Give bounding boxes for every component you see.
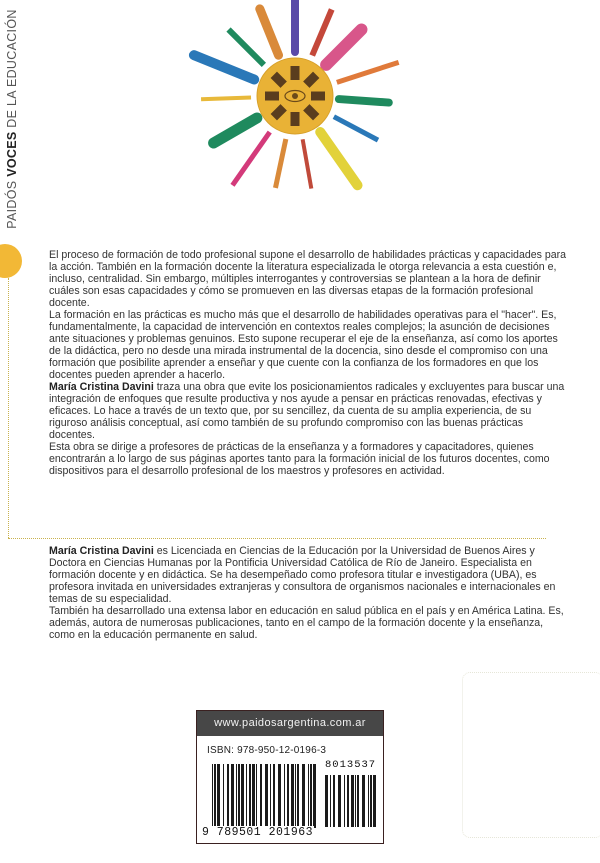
barcode-bar <box>295 764 296 828</box>
barcode-bar <box>212 764 213 828</box>
series-spine <box>4 10 20 230</box>
barcode-bar <box>236 764 237 828</box>
author-bio <box>49 545 569 641</box>
sun-slot <box>311 92 325 101</box>
isbn-label: ISBN: 978-950-12-0196-3 <box>207 745 327 756</box>
barcode-bar <box>249 764 251 828</box>
barcode-bar <box>368 775 369 827</box>
barcode-bar <box>241 764 244 828</box>
series-name-rest: DE LA EDUCACIÓN <box>5 9 19 128</box>
addon-barcode <box>325 775 377 827</box>
barcode-bar <box>284 764 285 828</box>
sun-slot <box>265 92 279 101</box>
pencil-ray <box>339 99 389 102</box>
publisher-url[interactable]: www.paidosargentina.com.ar <box>197 711 383 736</box>
barcode-bar <box>325 775 328 827</box>
pencil-ray <box>312 9 332 55</box>
barcode-bar <box>355 775 356 827</box>
barcode-bar <box>344 775 345 827</box>
barcode-bar <box>373 775 376 827</box>
blurb-paragraph-4: Esta obra se dirige a profesores de prácticas de la enseñanza y a formadores y capacitadores, quienes encontrarán a lo largo de sus páginas aportes tanto para la formación inicial de los futuros docentes, como dispositivos para el desarrollo profesional de los maestros y profesores en actividad. <box>49 441 550 477</box>
pencil-ray <box>194 55 254 79</box>
barcode-bar <box>347 775 349 827</box>
barcode-bar <box>217 764 220 828</box>
pencil-ray <box>201 98 251 100</box>
barcode-bar <box>297 764 299 828</box>
barcode-bar <box>330 775 331 827</box>
barcode-bar <box>370 775 372 827</box>
pencil-ray <box>232 132 269 185</box>
publisher-name: PAIDÓS <box>5 180 19 229</box>
bio-text: es Licenciada en Ciencias de la Educación por la Universidad de Buenos Aires y Doctora en Ciencias Humanas por la Pontificia Universidad Católica de Río de Janeiro. Especialista en formación docente y en didáctica. Se ha desempeñado como profesora titular e investigadora (UBA), es profesora invitada en universidades extranjeras y consultora de organismos nacionales e internacionales en temas de su especialidad. <box>49 545 556 605</box>
pencil-ray <box>334 117 378 140</box>
sun-slot <box>291 66 300 80</box>
pencil-ray <box>214 118 257 143</box>
pencil-ray <box>326 30 361 65</box>
barcode-bar <box>333 775 335 827</box>
barcode-bar <box>238 764 240 828</box>
barcode-bar <box>256 764 257 828</box>
series-title <box>5 9 19 229</box>
sun-slot <box>291 112 300 126</box>
barcode-bar <box>338 775 341 827</box>
barcode-bar <box>270 764 271 828</box>
barcode-bar <box>227 764 229 828</box>
barcode-bar <box>223 764 224 828</box>
back-cover-blurb <box>49 249 569 477</box>
pencil-ray <box>275 139 285 188</box>
barcode-bar <box>308 764 309 828</box>
barcode-bar <box>252 764 255 828</box>
barcode-bar <box>310 764 312 828</box>
dotted-divider-horizontal <box>8 538 546 539</box>
barcode-bar <box>231 764 234 828</box>
blurb-paragraph-3 <box>49 381 569 441</box>
blurb-paragraph-1: El proceso de formación de todo profesional supone el desarrollo de habilidades prácticas y capacidades para la acción. También en la formación docente la literatura especializada le otorga relevancia a esta cuestión e, incluso, centralidad. Sin embargo, múltiples interrogantes y controversias se plantean a la hora de definir cuáles son esas capacidades y cómo se promueven en las diversas etapas de la formación profesional docente. <box>49 249 567 309</box>
barcode-bar <box>357 775 359 827</box>
blurb-author-text: traza una obra que evite los posicionamientos radicales y excluyentes para buscar una integración de enfoques que resulte productiva y nos ayude a pensar en prácticas renovadas, efectivas y eficaces. Lo hace a través de un texto que, por su sencillez, da cuenta de su amplia experiencia, de su riguroso análisis conceptual, así como también de su profundo compromiso con las buenas prácticas docentes. <box>49 381 565 441</box>
barcode-bar <box>287 764 289 828</box>
pencil-ray <box>337 62 399 82</box>
barcode-addon-number: 8013537 <box>325 759 377 771</box>
dotted-divider-vertical <box>8 278 9 538</box>
barcode-box <box>196 710 384 844</box>
bio-paragraph-1 <box>49 545 569 605</box>
barcode-bar <box>313 764 316 828</box>
series-name-bold: VOCES <box>5 131 19 177</box>
pencil-ray <box>260 9 279 55</box>
barcode-bar <box>260 764 262 828</box>
barcode-bar <box>362 775 365 827</box>
barcode-bar <box>273 764 275 828</box>
barcode-bar <box>302 764 305 828</box>
ean-barcode <box>212 764 318 828</box>
barcode-bar <box>246 764 247 828</box>
barcode-bar <box>278 764 281 828</box>
barcode-bar <box>214 764 216 828</box>
bio-author-name: María Cristina Davini <box>49 545 154 557</box>
yellow-dot-icon <box>0 244 22 278</box>
barcode-bar <box>351 775 354 827</box>
blurb-paragraph-2: La formación en las prácticas es mucho más que el desarrollo de habilidades operativas para el "hacer". Es, fundamentalmente, la capacidad de intervención en contextos reales complejos; la asunción de decisiones ante situaciones y problemas genuinos. Esto supone recuperar el eje de la enseñanza, así como los aportes de la didáctica, pero no desde una mirada instrumental de la docencia, sino desde el compromiso con una formación que posibilite aprender a enseñar y que cuente con la confianza de los formadores en que los docentes pueden aprender a hacerlo. <box>49 309 558 381</box>
pencil-ray <box>303 139 312 188</box>
bio-paragraph-2: También ha desarrollado una extensa labor en educación en salud pública en el país y en América Latina. Es, además, autora de numerosas publicaciones, tanto en el campo de la formación docente y la enseñanza, como en la educación permanente en salud. <box>49 605 564 641</box>
pencil-ray <box>229 30 264 65</box>
ean-number: 9 789501 201963 <box>202 826 314 839</box>
blurb-author-name: María Cristina Davini <box>49 381 154 393</box>
barcode-bar <box>265 764 268 828</box>
pencil-ray <box>320 132 357 185</box>
barcode-bar <box>291 764 294 828</box>
pencil-sun-illustration <box>180 0 440 240</box>
sticker-outline <box>462 672 600 838</box>
